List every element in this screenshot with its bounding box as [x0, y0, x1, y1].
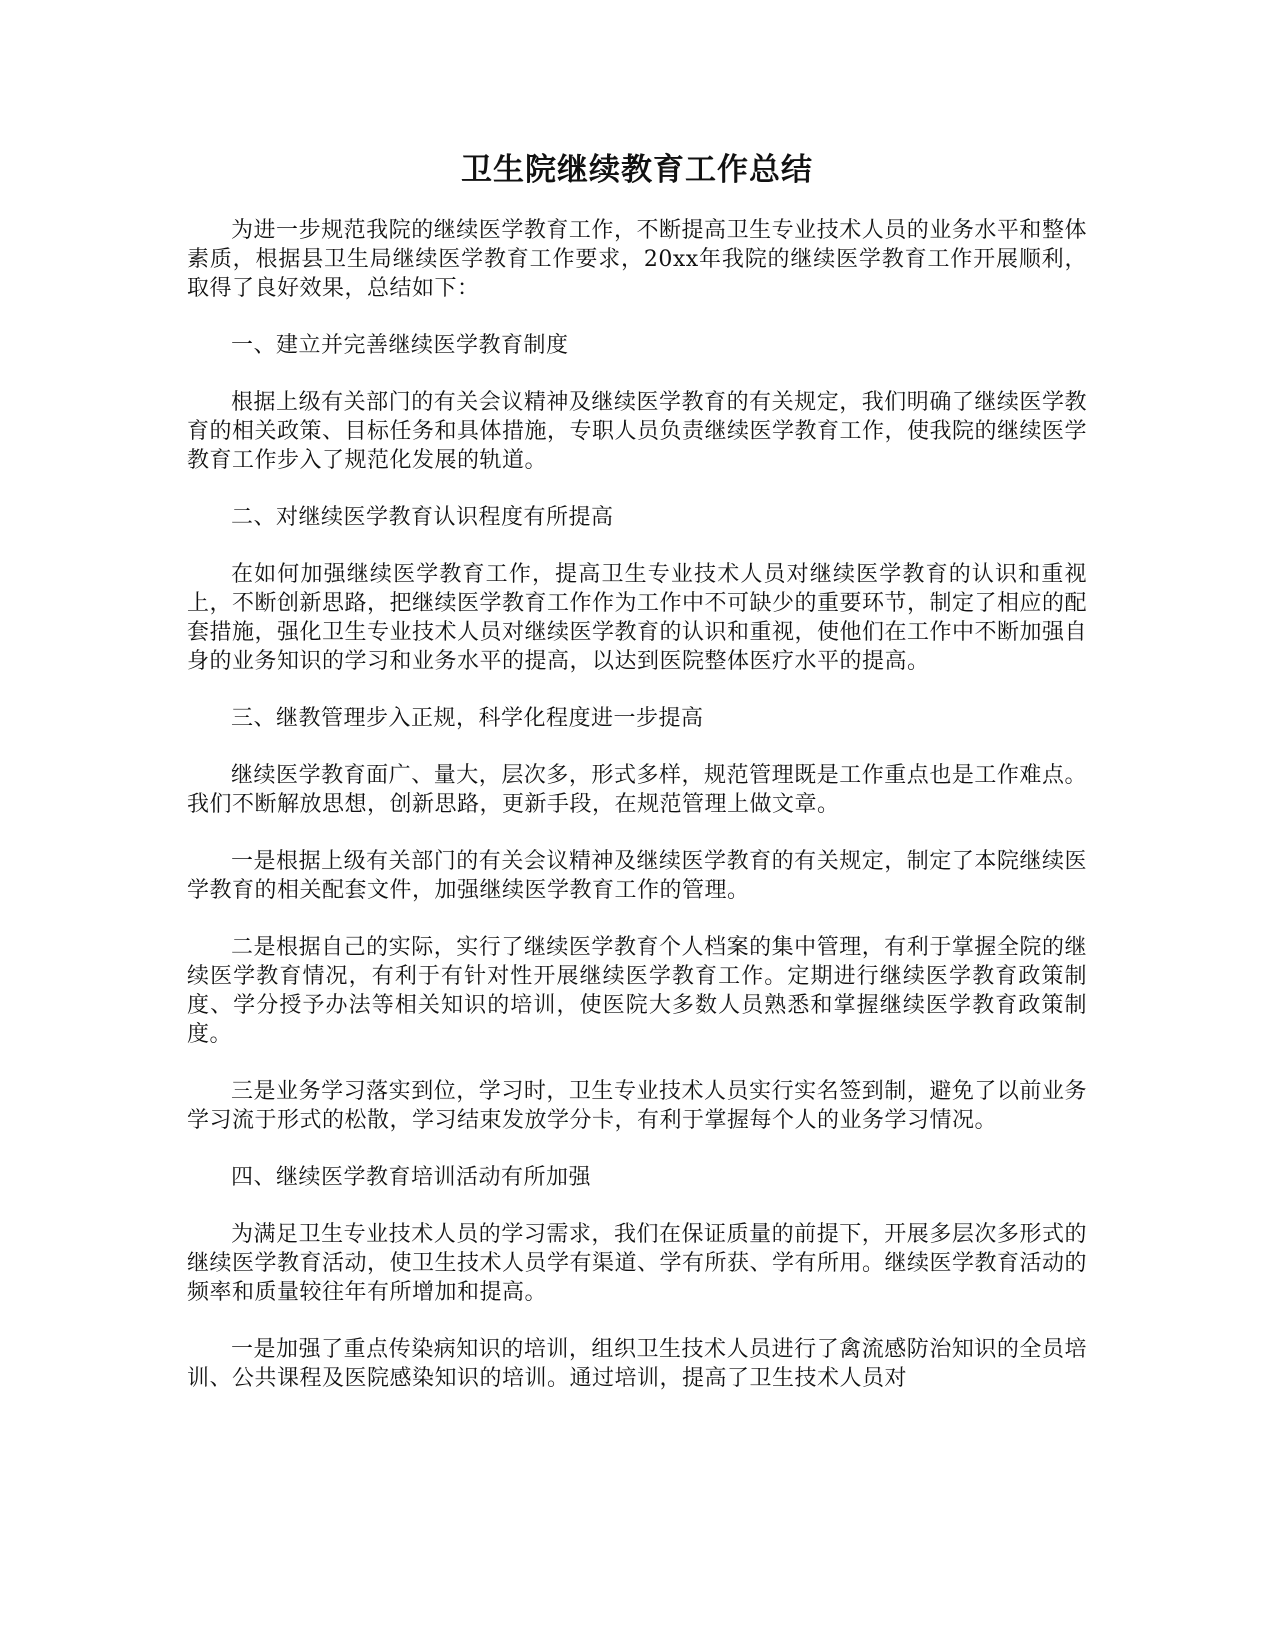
- section-4-item-1: 一是加强了重点传染病知识的培训，组织卫生技术人员进行了禽流感防治知识的全员培训、公共课程及医院感染知识的培训。通过培训，提高了卫生技术人员对: [187, 1337, 1087, 1391]
- section-3-item-3: 三是业务学习落实到位，学习时，卫生专业技术人员实行实名签到制，避免了以前业务学习流于形式的松散，学习结束发放学分卡，有利于掌握每个人的业务学习情况。: [187, 1079, 1087, 1133]
- section-1-paragraph: 根据上级有关部门的有关会议精神及继续医学教育的有关规定，我们明确了继续医学教育的相关政策、目标任务和具体措施，专职人员负责继续医学教育工作，使我院的继续医学教育工作步入了规范化发展的轨道。: [187, 390, 1088, 473]
- document-body: [187, 216, 1087, 1421]
- section-3-item-1: 一是根据上级有关部门的有关会议精神及继续医学教育的有关规定，制定了本院继续医学教育的相关配套文件，加强继续医学教育工作的管理。: [187, 849, 1087, 903]
- section-2-paragraph: 在如何加强继续医学教育工作，提高卫生专业技术人员对继续医学教育的认识和重视上，不断创新思路，把继续医学教育工作作为工作中不可缺少的重要环节，制定了相应的配套措施，强化卫生专业技术人员对继续医学教育的认识和重视，使他们在工作中不断加强自身的业务知识的学习和业务水平的提高，以达到医院整体医疗水平的提高。: [187, 562, 1088, 674]
- section-3-item-2: 二是根据自己的实际，实行了继续医学教育个人档案的集中管理，有利于掌握全院的继续医学教育情况，有利于有针对性开展继续医学教育工作。定期进行继续医学教育政策制度、学分授予办法等相关知识的培训，使医院大多数人员熟悉和掌握继续医学教育政策制度。: [187, 935, 1087, 1047]
- section-heading-4: 四、继续医学教育培训活动有所加强: [231, 1165, 592, 1190]
- section-4-paragraph: 为满足卫生专业技术人员的学习需求，我们在保证质量的前提下，开展多层次多形式的继续医学教育活动，使卫生技术人员学有渠道、学有所获、学有所用。继续医学教育活动的频率和质量较往年有所增加和提高。: [187, 1222, 1088, 1305]
- document-title: 卫生院继续教育工作总结: [461, 152, 813, 188]
- section-heading-3: 三、继教管理步入正规，科学化程度进一步提高: [231, 706, 704, 731]
- section-heading-2: 二、对继续医学教育认识程度有所提高: [231, 505, 614, 530]
- intro-paragraph: 为进一步规范我院的继续医学教育工作，不断提高卫生专业技术人员的业务水平和整体素质，根据县卫生局继续医学教育工作要求，20xx年我院的继续医学教育工作开展顺利，取得了良好效果，总结如下：: [187, 218, 1087, 301]
- section-heading-1: 一、建立并完善继续医学教育制度: [231, 333, 569, 358]
- section-3-paragraph: 继续医学教育面广、量大，层次多，形式多样，规范管理既是工作重点也是工作难点。我们不断解放思想，创新思路，更新手段，在规范管理上做文章。: [187, 763, 1087, 817]
